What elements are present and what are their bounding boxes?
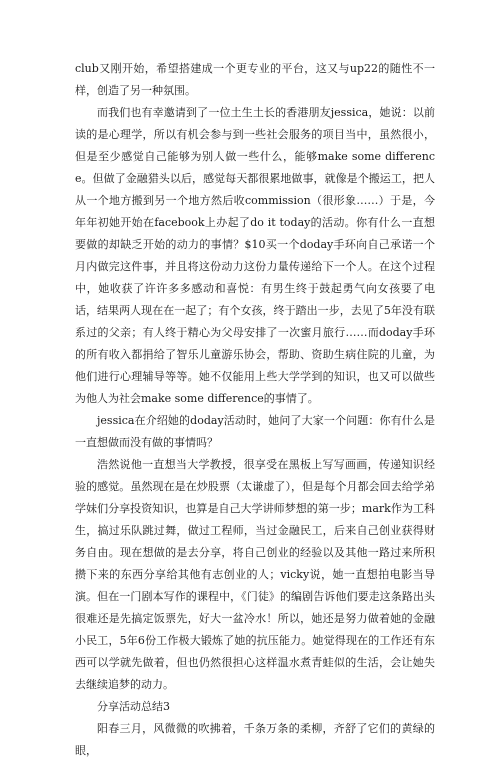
- paragraph-club-intro: club又刚开始，希望搭建成一个更专业的平台，这又与up22的随性不一样，创造了另一种氛围。: [75, 62, 435, 97]
- section-heading: 分享活动总结3: [97, 700, 170, 713]
- paragraph-jessica-question: jessica在介绍她的doday活动时，她问了大家一个问题：你有什么是一直想做而没有做的事情吗？: [75, 414, 435, 449]
- paragraph-jessica-story: 而我们也有幸邀请到了一位土生土长的香港朋友jessica，她说：以前读的是心理学，所以有机会参与到一些社会服务的项目当中，虽然很小，但是至少感觉自己能够为别人做一些什么，能够make some difference。但做了金融猎头以后，感觉每天都很累地做事，就像是个搬运工，把人从一个地方搬到另一个地方然后收commission（很形象……）于是，今年年初她开始在facebook上办起了do it today的活动。你有什么一直想要做的却缺乏开始的动力的事情？$10买一个doday手环向自己承诺一个月内做完这件事，并且将这份动力这份力量传递给下一个人。在这个过程中，她收获了许许多多感动和喜悦：有男生终于鼓起勇气向女孩要了电话，结果两人现在在一起了；有个女孩，终于踏出一步，去见了5年没有联系过的父亲；有人终于精心为父母安排了一次蜜月旅行……而doday手环的所有收入都捐给了智乐儿童游乐协会，帮助、资助生病住院的儿童，为他们进行心理辅导等等。她不仅能用上些大学学到的知识，也又可以做些为他人为社会make some difference的事情了。: [75, 106, 435, 405]
- paragraph-spring-opening: 阳春三月，风微微的吹拂着，千条万条的柔柳，齐舒了它们的黄绿的眼，: [75, 722, 435, 757]
- document-body: [75, 58, 435, 762]
- paragraph-member-answers: 浩然说他一直想当大学教授，很享受在黑板上写写画画，传递知识经验的感觉。虽然现在是在炒股票（太谦虚了），但是每个月都会回去给学弟学妹们分享投资知识，也算是自己大学讲师梦想的第一步；mark作为工科生，搞过乐队跳过舞，做过工程师，当过金融民工，后来自己创业获得财务自由。现在想做的是去分享，将自己创业的经验以及其他一路过来所积攒下来的东西分享给其他有志创业的人；vicky说，她一直想拍电影当导演。但在一门剧本写作的课程中，《门徒》的编剧告诉他们要走这条路出头很难还是先搞定饭票先，好大一盆冷水！所以，她还是努力做着她的金融小民工，5年6份工作极大锻炼了她的抗压能力。她觉得现在的工作还有东西可以学就先做着，但也仍然很担心这样温水煮青蛙似的生活，会让她失去继续追梦的动力。: [75, 458, 435, 691]
